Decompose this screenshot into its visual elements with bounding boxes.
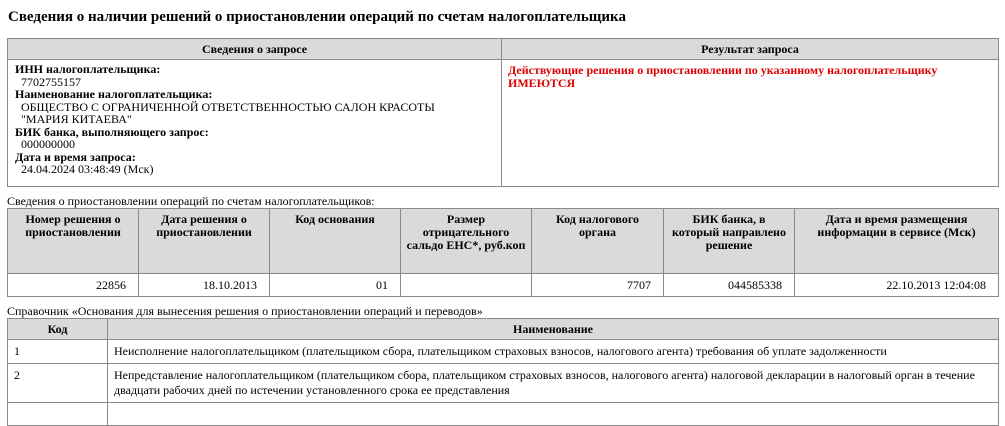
col-header-placed: Дата и время размещения информации в сервисе (Мск) <box>795 209 999 274</box>
datetime-value: 24.04.2024 03:48:49 (Мск) <box>21 162 154 176</box>
ref-name: Непредставление налогоплательщиком (плательщиком сбора, плательщиком страховых взносов, налогового агента) налоговой декларации в налоговый орган в течение двадцати рабочих дней по истечении установленного срока ее представления <box>108 364 999 403</box>
col-header-bik: БИК банка, в который направлено решение <box>664 209 795 274</box>
request-result-header: Результат запроса <box>502 39 999 60</box>
cell-date: 18.10.2013 <box>139 274 270 297</box>
result-text: Действующие решения о приостановлении по указанному налогоплательщику ИМЕЮТСЯ <box>508 63 938 90</box>
ref-code <box>8 403 108 426</box>
reference-table <box>7 318 999 426</box>
request-table <box>7 38 999 187</box>
col-header-date: Дата решения о приостановлении <box>139 209 270 274</box>
suspensions-table <box>7 208 999 297</box>
suspensions-caption: Сведения о приостановлении операций по счетам налогоплательщиков: <box>7 194 375 208</box>
table-row <box>8 340 999 364</box>
bik-value: 000000000 <box>21 137 75 151</box>
cell-bik: 044585338 <box>664 274 795 297</box>
table-row <box>8 274 999 297</box>
inn-label: ИНН налогоплательщика: <box>15 62 161 76</box>
col-header-saldo: Размер отрицательного сальдо ЕНС*, руб.коп <box>401 209 532 274</box>
ref-code: 1 <box>8 340 108 364</box>
col-header-tax-office: Код налогового органа <box>532 209 664 274</box>
cell-saldo <box>401 274 532 297</box>
col-header-code: Код основания <box>270 209 401 274</box>
request-info-header: Сведения о запросе <box>8 39 502 60</box>
cell-number: 22856 <box>8 274 139 297</box>
table-row <box>8 364 999 403</box>
datetime-label: Дата и время запроса: <box>15 149 136 164</box>
page-title: Сведения о наличии решений о приостановлении операций по счетам налогоплательщика <box>8 9 626 25</box>
ref-name <box>108 403 999 426</box>
name-value: ОБЩЕСТВО С ОГРАНИЧЕННОЙ ОТВЕТСТВЕННОСТЬЮ САЛОН КРАСОТЫ "МАРИЯ КИТАЕВА" <box>21 99 435 126</box>
reference-caption: Справочник «Основания для вынесения решения о приостановлении операций и переводов» <box>7 304 483 318</box>
name-label: Наименование налогоплательщика: <box>15 87 213 101</box>
table-row <box>8 403 999 426</box>
request-info-cell <box>8 60 502 187</box>
ref-header-code: Код <box>8 319 108 340</box>
bik-label: БИК банка, выполняющего запрос: <box>15 124 209 139</box>
cell-code: 01 <box>270 274 401 297</box>
ref-header-name: Наименование <box>108 319 999 340</box>
request-result-cell <box>502 60 999 187</box>
col-header-number: Номер решения о приостановлении <box>8 209 139 274</box>
cell-placed: 22.10.2013 12:04:08 <box>795 274 999 297</box>
ref-name: Неисполнение налогоплательщиком (плательщиком сбора, плательщиком страховых взносов, налогового агента) требования об уплате задолженности <box>108 340 999 364</box>
cell-tax-office: 7707 <box>532 274 664 297</box>
inn-value: 7702755157 <box>21 74 81 89</box>
ref-code: 2 <box>8 364 108 403</box>
